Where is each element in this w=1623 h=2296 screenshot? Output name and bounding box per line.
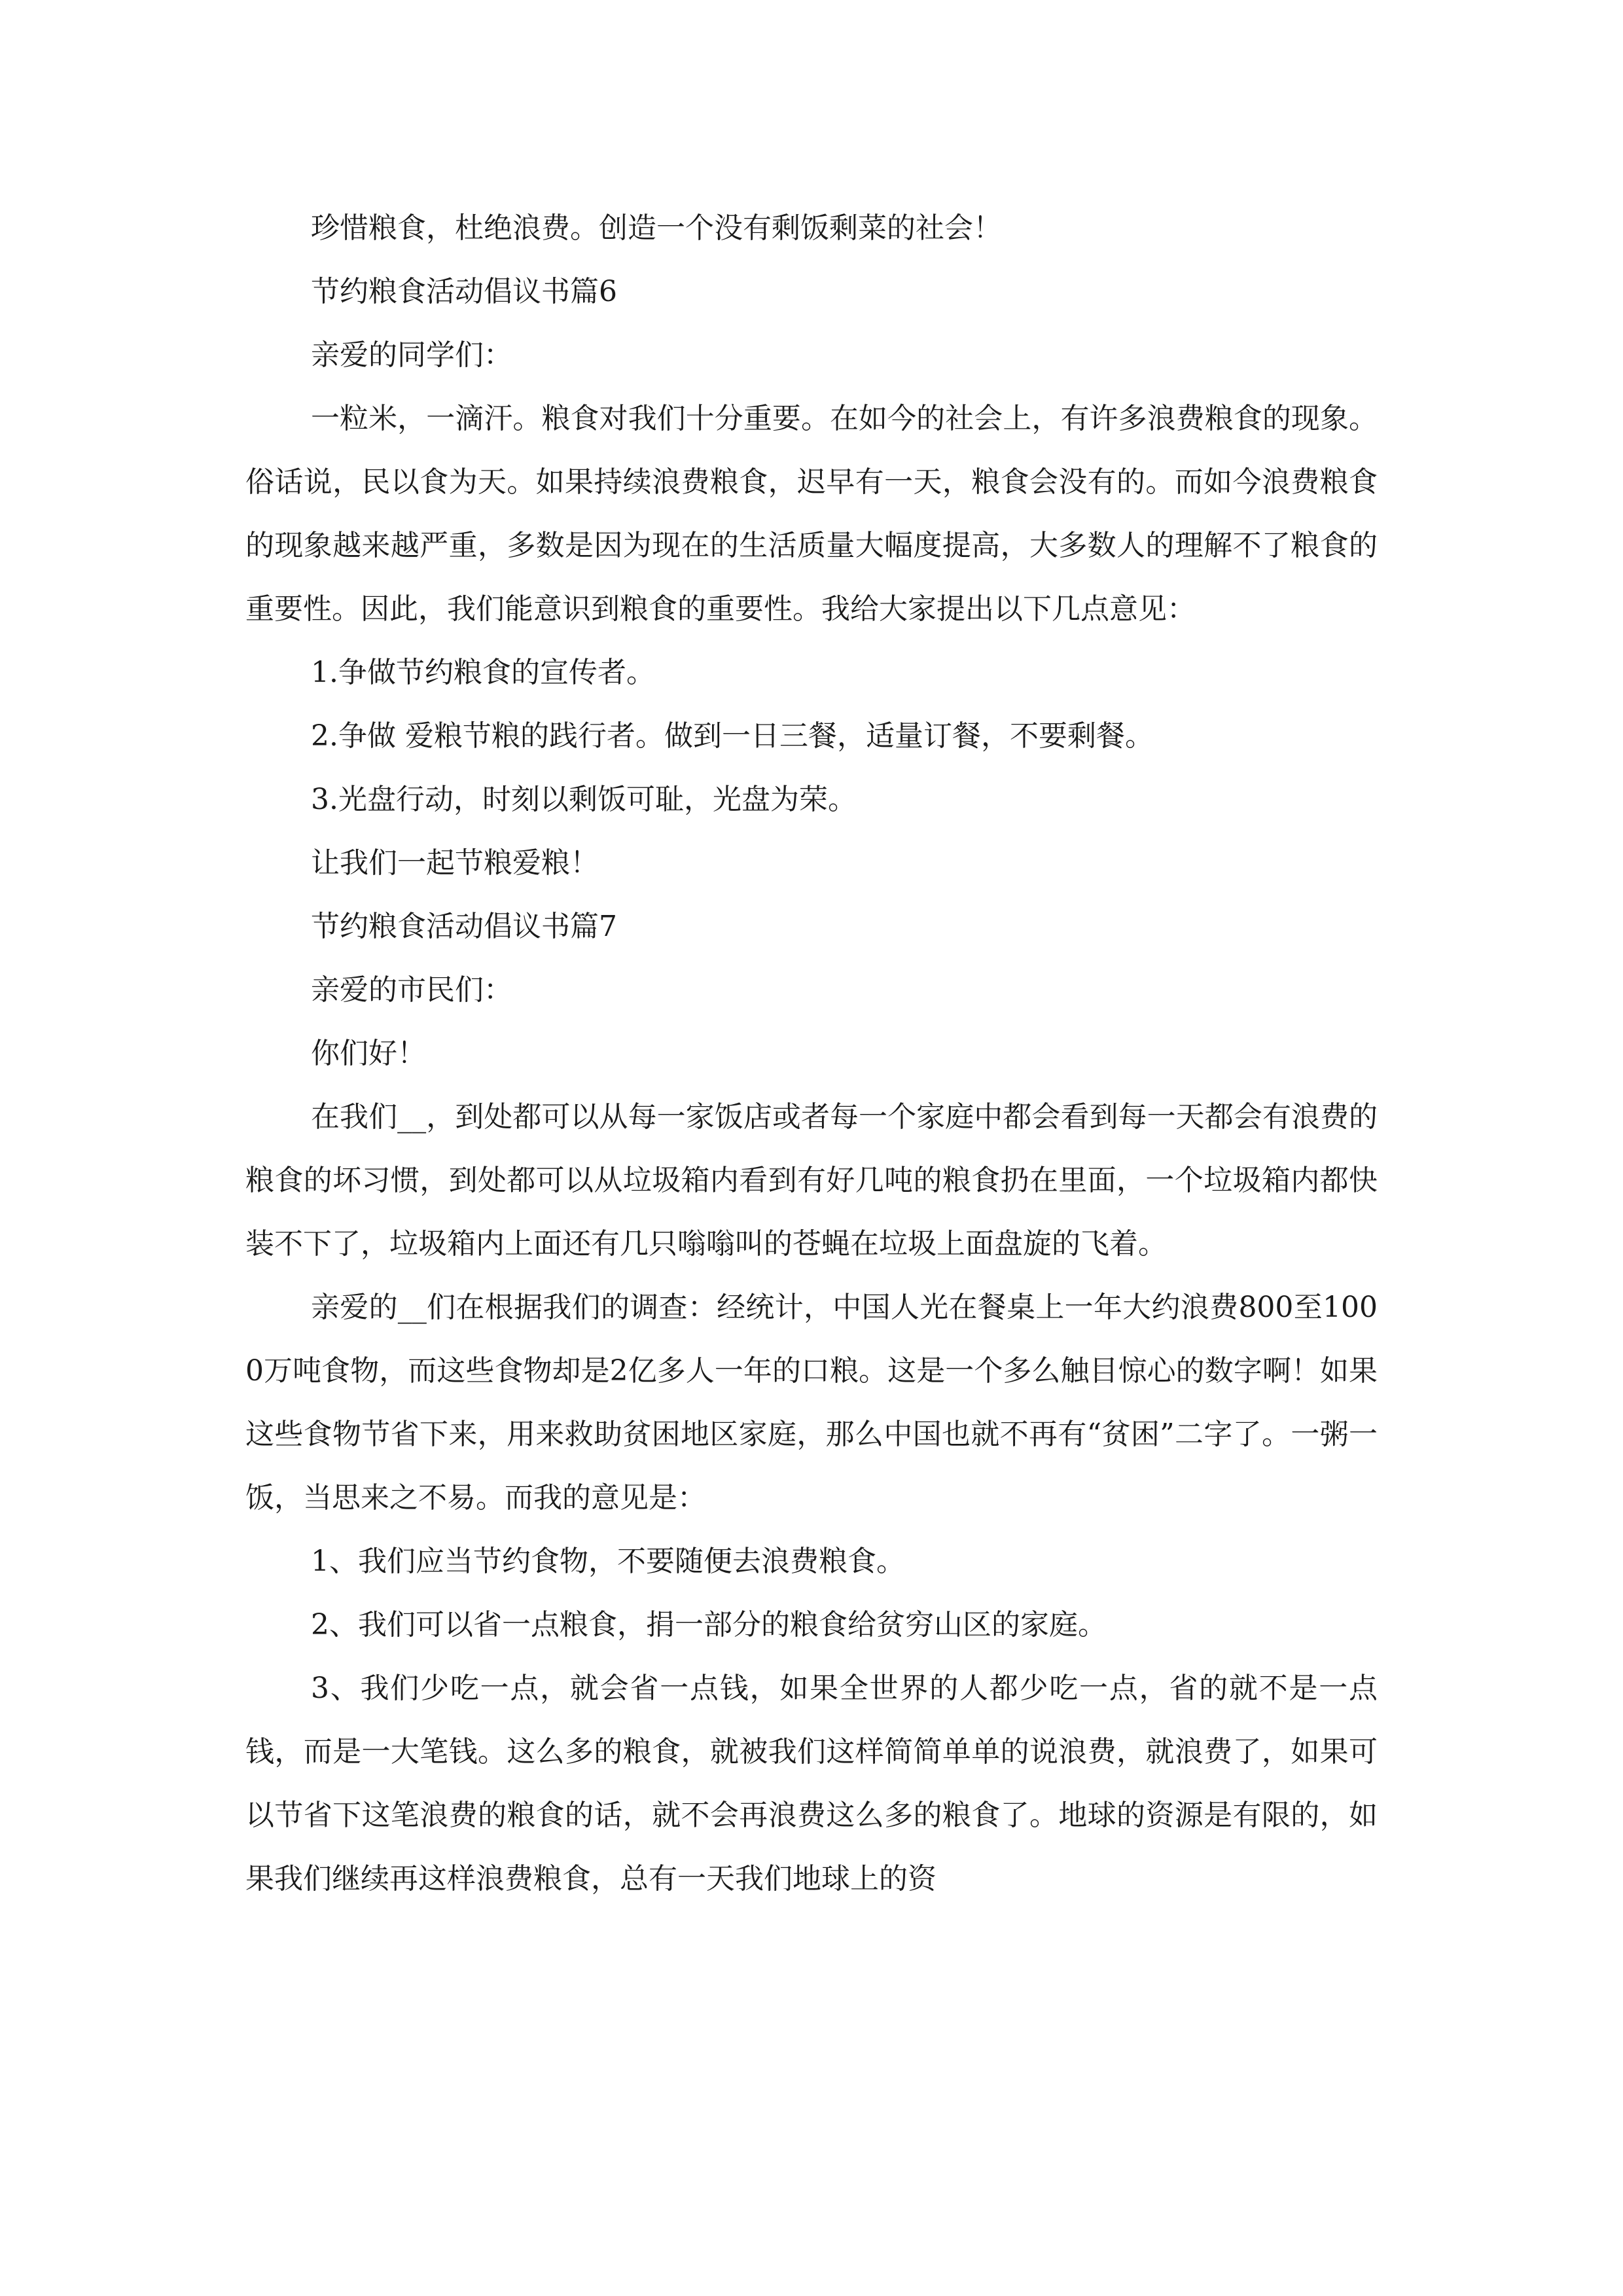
closing-line: 珍惜粮食，杜绝浪费。创造一个没有剩饭剩菜的社会！ [311,211,1002,245]
list-item: 3.光盘行动，时刻以剩饭可耻，光盘为荣。 [311,783,857,816]
list-item: 1、我们应当节约食物，不要随便去浪费粮食。 [311,1545,905,1578]
body-paragraph: 在我们__，到处都可以从每一家饭店或者每一个家庭中都会看到每一天都会有浪费的粮食的坏习惯，到处都可以从垃圾箱内看到有好几吨的粮食扔在里面，一个垃圾箱内都快装不下了，垃圾箱内上面还有几只嗡嗡叫的苍蝇在垃圾上面盘旋的飞着。 [245,1100,1378,1261]
section-heading-6: 节约粮食活动倡议书篇6 [311,275,617,308]
list-item: 1.争做节约粮食的宣传者。 [311,656,655,689]
salutation-citizens: 亲爱的市民们： [311,973,512,1007]
section-heading-7: 节约粮食活动倡议书篇7 [311,910,617,943]
document-body [245,196,1378,1910]
closing-line: 让我们一起节粮爱粮！ [311,846,599,880]
list-item: 2、我们可以省一点粮食，捐一部分的粮食给贫穷山区的家庭。 [311,1608,1107,1641]
list-item: 2.争做 爱粮节粮的践行者。做到一日三餐，适量订餐，不要剩餐。 [311,719,1154,753]
body-paragraph: 亲爱的__们在根据我们的调查：经统计，中国人光在餐桌上一年大约浪费800至1000万吨食物，而这些食物却是2亿多人一年的口粮。这是一个多么触目惊心的数字啊！如果这些食物节省下来，用来救助贫困地区家庭，那么中国也就不再有“贫困”二字了。一粥一饭，当思来之不易。而我的意见是： [245,1291,1378,1515]
greeting: 你们好！ [311,1037,426,1070]
list-item: 3、我们少吃一点，就会省一点钱，如果全世界的人都少吃一点，省的就不是一点钱，而是一大笔钱。这么多的粮食，就被我们这样简简单单的说浪费，就浪费了，如果可以节省下这笔浪费的粮食的话，就不会再浪费这么多的粮食了。地球的资源是有限的，如果我们继续再这样浪费粮食，总有一天我们地球上的资 [245,1672,1378,1895]
salutation-students: 亲爱的同学们： [311,338,512,372]
body-paragraph: 一粒米，一滴汗。粮食对我们十分重要。在如今的社会上，有许多浪费粮食的现象。俗话说，民以食为天。如果持续浪费粮食，迟早有一天，粮食会没有的。而如今浪费粮食的现象越来越严重，多数是因为现在的生活质量大幅度提高，大多数人的理解不了粮食的重要性。因此，我们能意识到粮食的重要性。我给大家提出以下几点意见： [245,402,1378,626]
